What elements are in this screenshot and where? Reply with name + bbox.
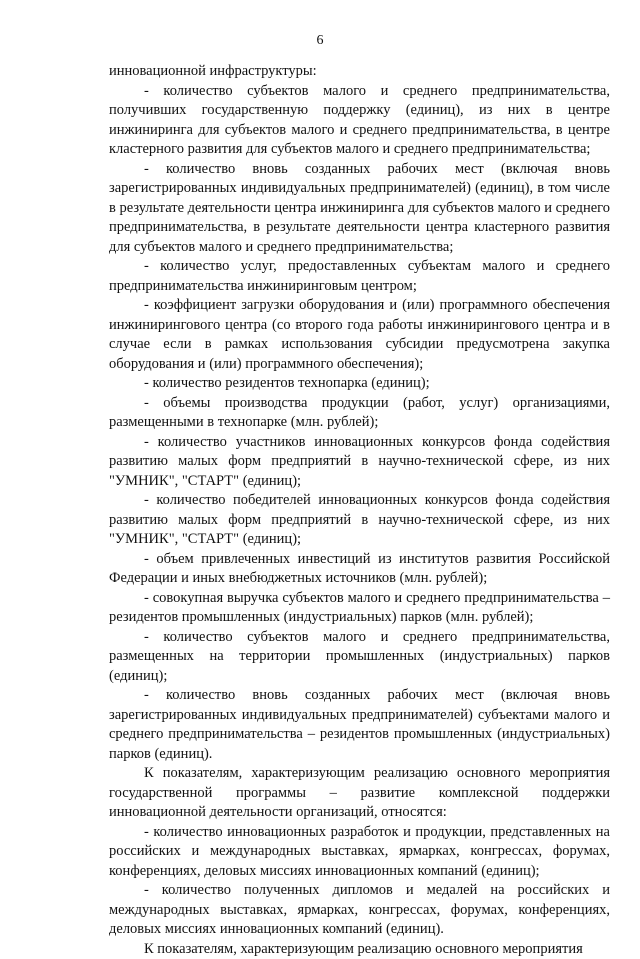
list-item-smb-supported-count: - количество субъектов малого и среднего предпринимательства, получивших государственную поддержку (единиц), из них в центре инжиниринга для субъектов малого и среднего предпринимательства, в центре кластерного развития для субъектов малого и среднего предпринимательства; (109, 82, 610, 160)
list-item-industrial-park-new-jobs: - количество вновь созданных рабочих мест (включая вновь зарегистрированных индивидуальных предпринимателей) субъектами малого и среднего предпринимательства – резидентов промышленных (индустриальных) парков (единиц). (109, 686, 610, 764)
page-number: 6 (0, 32, 640, 50)
paragraph-next-indicators: К показателям, характеризующим реализацию основного мероприятия (109, 940, 610, 959)
list-item-technopark-production: - объемы производства продукции (работ, услуг) организациями, размещенными в технопарке (млн. рублей); (109, 394, 610, 433)
list-item-industrial-park-smb-count: - количество субъектов малого и среднего предпринимательства, размещенных на территории промышленных (индустриальных) парков (единиц); (109, 628, 610, 687)
list-item-contest-participants: - количество участников инновационных конкурсов фонда содействия развитию малых форм предприятий в научно-технической сфере, из них "УМНИК", "СТАРТ" (единиц); (109, 433, 610, 492)
list-item-diplomas-medals: - количество полученных дипломов и медалей на российских и международных выставках, ярмарках, конгрессах, форумах, конференциях, деловых миссиях инновационных компаний (единиц). (109, 881, 610, 940)
paragraph-innovation-support-indicators: К показателям, характеризующим реализацию основного мероприятия государственной программы – развитие комплексной поддержки инновационной деятельности организаций, относятся: (109, 764, 610, 823)
paragraph-intro-continuation: инновационной инфраструктуры: (109, 62, 610, 82)
list-item-attracted-investments: - объем привлеченных инвестиций из институтов развития Российской Федерации и иных внебюджетных источников (млн. рублей); (109, 550, 610, 589)
list-item-new-jobs: - количество вновь созданных рабочих мест (включая вновь зарегистрированных индивидуальных предпринимателей) (единиц), в том числе в результате деятельности центра инжиниринга для субъектов малого и среднего предпринимательства, в результате деятельности центра кластерного развития для субъектов малого и среднего предпринимательства; (109, 160, 610, 258)
list-item-exhibited-developments: - количество инновационных разработок и продукции, представленных на российских и международных выставках, ярмарках, конгрессах, форумах, конференциях, деловых миссиях инновационных компаний (единиц); (109, 823, 610, 882)
list-item-technopark-residents: - количество резидентов технопарка (единиц); (109, 374, 610, 394)
list-item-engineering-services: - количество услуг, предоставленных субъектам малого и среднего предпринимательства инжиниринговым центром; (109, 257, 610, 296)
body-text (109, 62, 610, 959)
list-item-equipment-load-factor: - коэффициент загрузки оборудования и (или) программного обеспечения инжинирингового центра (со второго года работы инжинирингового центра и в случае если в рамках использования субсидии предусмотрена закупка оборудования и (или) программного обеспечения); (109, 296, 610, 374)
list-item-industrial-park-revenue: - совокупная выручка субъектов малого и среднего предпринимательства – резидентов промышленных (индустриальных) парков (млн. рублей); (109, 589, 610, 628)
list-item-contest-winners: - количество победителей инновационных конкурсов фонда содействия развитию малых форм предприятий в научно-технической сфере, из них "УМНИК", "СТАРТ" (единиц); (109, 491, 610, 550)
